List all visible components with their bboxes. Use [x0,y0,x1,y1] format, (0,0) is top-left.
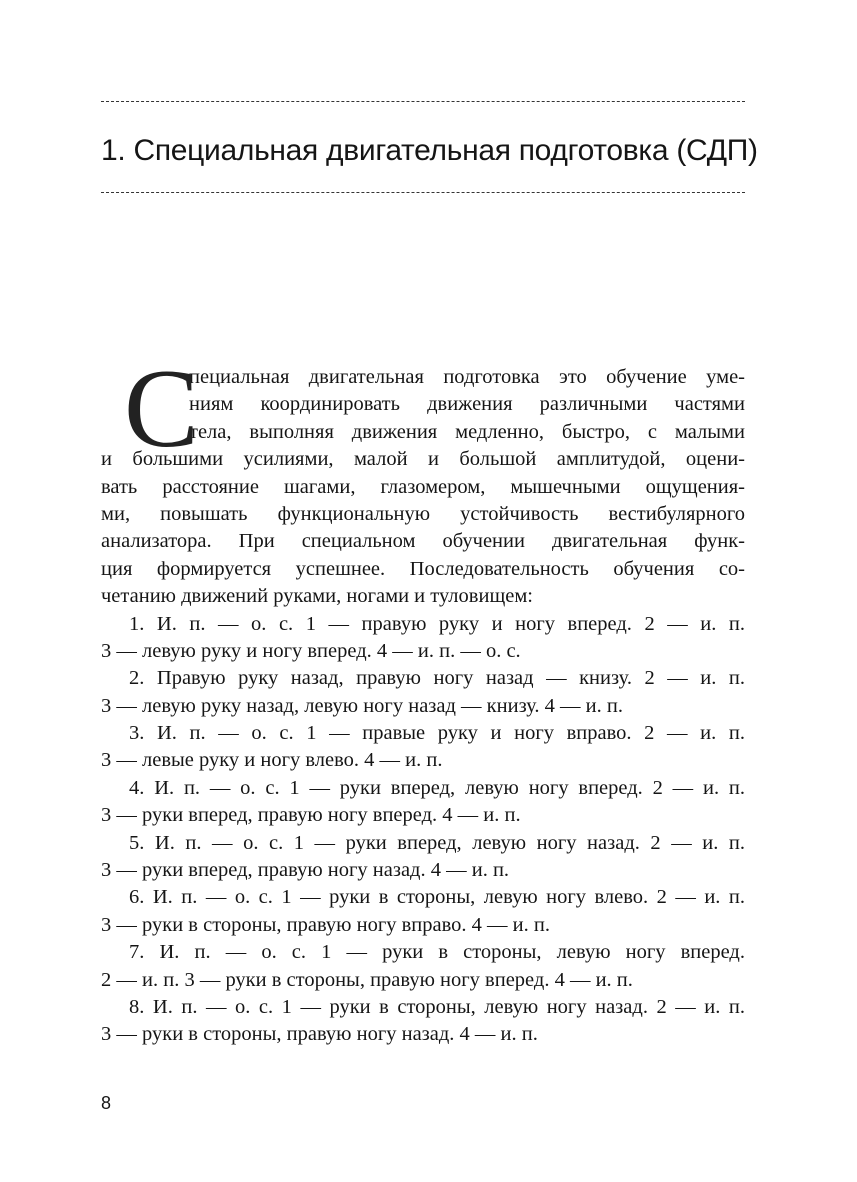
intro-line: и большими усилиями, малой и большой амплитудой, оцени- [101,448,745,471]
exercise-line: 8. И. п. — о. с. 1 — руки в стороны, левую ногу назад. 2 — и. п. [129,995,745,1018]
exercise-line: 4. И. п. — о. с. 1 — руки вперед, левую ногу вперед. 2 — и. п. [129,776,745,799]
bottom-dashed-rule [101,192,745,193]
exercise-line: 3 — руки вперед, правую ногу вперед. 4 — и. п. [101,804,521,827]
intro-line: тела, выполняя движения медленно, быстро, с малыми [189,420,745,443]
drop-cap: С [124,347,199,471]
exercise-line: 2 — и. п. 3 — руки в стороны, правую ногу вперед. 4 — и. п. [101,968,633,991]
exercise-line: 3 — руки вперед, правую ногу назад. 4 — и. п. [101,859,510,882]
exercise-line: 5. И. п. — о. с. 1 — руки вперед, левую ногу назад. 2 — и. п. [129,831,745,854]
exercise-line: 6. И. п. — о. с. 1 — руки в стороны, левую ногу влево. 2 — и. п. [129,886,745,909]
exercise-line: 2. Правую руку назад, правую ногу назад — книзу. 2 — и. п. [129,667,745,690]
body-text [101,347,745,1049]
exercise-line: 3. И. п. — о. с. 1 — правые руку и ногу вправо. 2 — и. п. [129,722,745,745]
exercise-line: 3 — руки в стороны, правую ногу вправо. 4 — и. п. [101,913,550,936]
intro-line: ми, повышать функциональную устойчивость вестибулярного [101,502,745,525]
exercise-line: 3 — левые руку и ногу влево. 4 — и. п. [101,749,443,772]
exercise-line: 7. И. п. — о. с. 1 — руки в стороны, левую ногу вперед. [129,941,745,964]
page-number: 8 [101,1093,112,1113]
exercise-line: 3 — руки в стороны, правую ногу назад. 4 — и. п. [101,1023,538,1046]
intro-line: анализатора. При специальном обучении двигательная функ- [101,530,745,553]
exercise-line: 3 — левую руку и ногу вперед. 4 — и. п. — о. с. [101,639,521,662]
intro-line: четанию движений руками, ногами и туловищем: [101,585,533,608]
intro-line: вать расстояние шагами, глазомером, мышечными ощущения- [101,475,745,498]
exercise-line: 3 — левую руку назад, левую ногу назад — книзу. 4 — и. п. [101,694,623,717]
intro-line: ниям координировать движения различными частями [189,393,745,416]
intro-line: ция формируется успешнее. Последовательность обучения со- [101,557,745,580]
top-dashed-rule [101,101,745,102]
intro-line: пециальная двигательная подготовка это обучение уме- [189,366,745,388]
chapter-title: 1. Специальная двигательная подготовка (СДП) [101,134,758,167]
exercise-line: 1. И. п. — о. с. 1 — правую руку и ногу вперед. 2 — и. п. [129,612,745,635]
